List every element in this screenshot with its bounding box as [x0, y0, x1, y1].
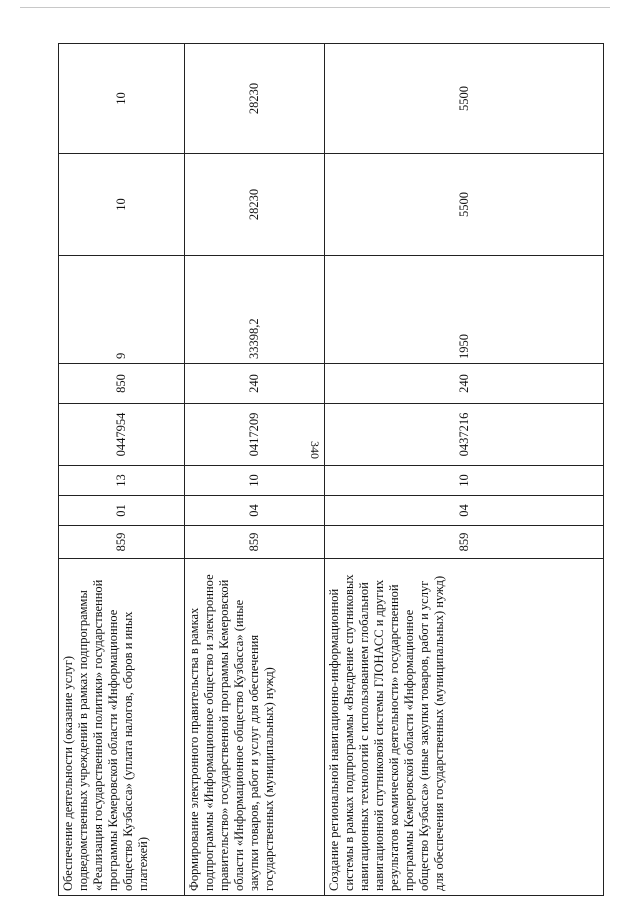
- cell-year2-amount: 28230: [185, 154, 325, 256]
- cell-year1-amount: 9: [59, 256, 185, 364]
- cell-target-item: 0437216: [325, 404, 604, 466]
- cell-year3-amount: 28230: [185, 44, 325, 154]
- cell-year3-amount: 10: [59, 44, 185, 154]
- cell-expense-type: 240: [185, 364, 325, 404]
- cell-expense-type: 240: [325, 364, 604, 404]
- budget-table-container: [58, 44, 603, 896]
- cell-year2-amount: 10: [59, 154, 185, 256]
- table-row: [185, 44, 325, 896]
- cell-target-item: 0447954: [59, 404, 185, 466]
- cell-org-code: 859: [185, 526, 325, 559]
- cell-org-code: 859: [59, 526, 185, 559]
- cell-year3-amount: 5500: [325, 44, 604, 154]
- cell-subsection: 13: [59, 466, 185, 496]
- cell-subsection: 10: [185, 466, 325, 496]
- page-top-rule: [20, 7, 610, 8]
- table-row: [325, 44, 604, 896]
- cell-section: 01: [59, 496, 185, 526]
- cell-year1-amount: 1950: [325, 256, 604, 364]
- cell-section: 04: [325, 496, 604, 526]
- row-description: Обеспечение деятельности (оказание услуг) подведомственных учреждений в рамках подпрограммы «Реализация государственной политики» государственной программы Кемеровской области «Информационное общество Кузбасса» (уплата налогов, сборов и иных платежей): [59, 559, 185, 896]
- row-description: Создание региональной навигационно-информационной системы в рамках подпрограммы «Внедрение спутниковых навигационных технологий с использованием глобальной навигационной спутниковой системы ГЛОНАСС и других результатов космической деятельности» государственной программы Кемеровской области «Информационное общество Кузбасса» (иные закупки товаров, работ и услуг для обеспечения государственных (муниципальных) нужд): [325, 559, 604, 896]
- row-description: Формирование электронного правительства в рамках подпрограммы «Информационное общество и электронное правительство» государственной программы Кемеровской области «Информационное общество Кузбасса» (иные закупки товаров, работ и услуг для обеспечения государственных (муниципальных) нужд): [185, 559, 325, 896]
- budget-table: [58, 43, 604, 896]
- cell-target-item: 0417209: [185, 404, 325, 466]
- cell-expense-type: 850: [59, 364, 185, 404]
- cell-subsection: 10: [325, 466, 604, 496]
- cell-year2-amount: 5500: [325, 154, 604, 256]
- cell-org-code: 859: [325, 526, 604, 559]
- table-row: [59, 44, 185, 896]
- cell-year1-amount: 33398,2: [185, 256, 325, 364]
- page-number: 340: [308, 441, 322, 459]
- cell-section: 04: [185, 496, 325, 526]
